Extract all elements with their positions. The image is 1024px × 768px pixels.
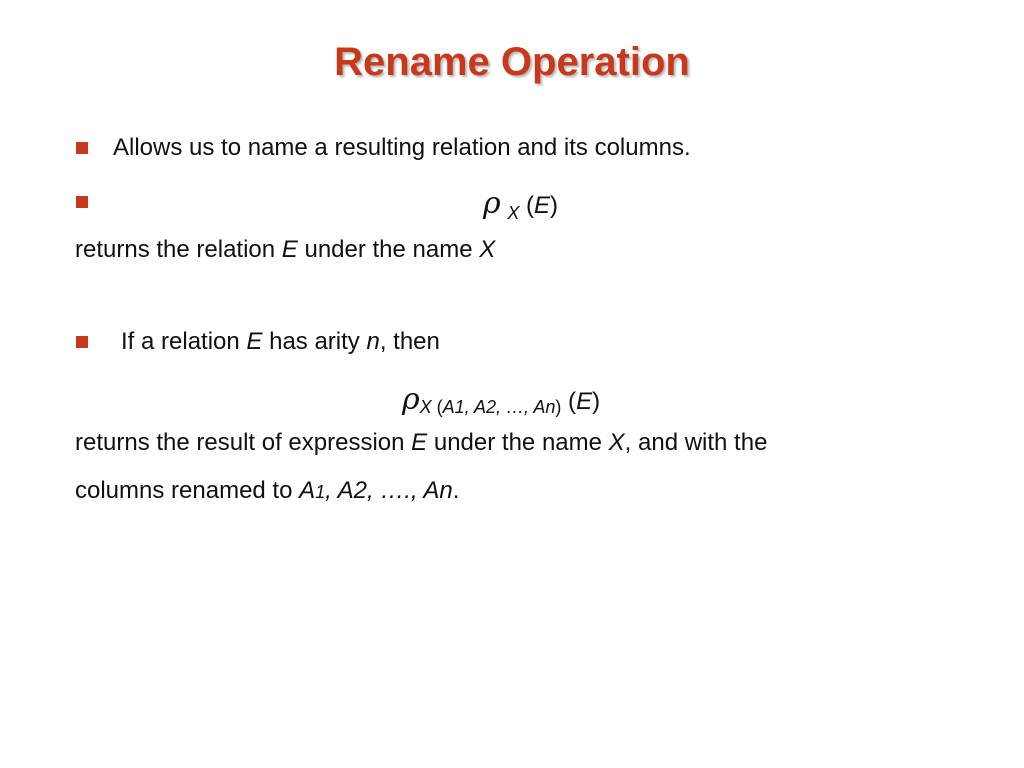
rename-formula-2	[402, 382, 600, 417]
desc-var-e: E	[281, 236, 298, 263]
formula-2-sub-open: (	[431, 397, 443, 417]
desc3-index-1: 1	[315, 482, 326, 502]
bullet-3-var-n: n	[366, 328, 380, 355]
desc3-var-e: E	[411, 429, 428, 456]
bullet-marker-1	[76, 142, 88, 154]
formula-2-arg: E	[576, 388, 593, 415]
desc-var-x: X	[479, 236, 496, 263]
formula-2-sub-close: )	[555, 397, 562, 417]
bullet-marker-3	[76, 336, 88, 348]
formula-1-paren-close: )	[550, 192, 559, 219]
desc3-text: returns the result of expression	[75, 429, 412, 456]
formula-2-sub-attrs: A1, A2, …, An	[442, 397, 556, 417]
bullet-2-description	[75, 236, 495, 264]
formula-1-subscript: X	[507, 203, 520, 223]
desc3-var-a: A	[299, 477, 316, 504]
rho-symbol: ρ	[483, 186, 501, 221]
formula-2-paren-open: (	[561, 388, 577, 415]
slide-title: Rename Operation	[334, 40, 690, 84]
desc3-attrs: , A2, …., An	[325, 477, 453, 504]
bullet-3-var-e: E	[246, 328, 263, 355]
desc3-var-x: X	[608, 429, 625, 456]
desc-text: under the name	[297, 236, 480, 263]
desc3-period: .	[452, 477, 460, 504]
desc-text: returns the relation	[75, 236, 282, 263]
bullet-3-post: , then	[379, 328, 440, 355]
desc3-text: columns renamed to	[75, 477, 300, 504]
bullet-3-description-line-1	[75, 429, 767, 457]
formula-2-paren-close: )	[592, 388, 601, 415]
formula-1-paren-open: (	[526, 192, 534, 219]
bullet-1-text: Allows us to name a resulting relation and its columns.	[113, 134, 691, 161]
formula-1-arg: E	[534, 192, 551, 219]
bullet-3-text	[121, 328, 440, 356]
bullet-3-mid: has arity	[262, 328, 367, 355]
bullet-3-pre: If a relation	[121, 328, 247, 355]
formula-2-sub-x: X	[419, 397, 432, 417]
desc3-text: under the name	[427, 429, 609, 456]
bullet-3-description-line-2	[75, 477, 459, 505]
rename-formula-1	[483, 186, 558, 221]
bullet-marker-2	[76, 196, 88, 208]
desc3-text: , and with the	[624, 429, 768, 456]
rho-symbol-2: ρ	[402, 382, 420, 417]
